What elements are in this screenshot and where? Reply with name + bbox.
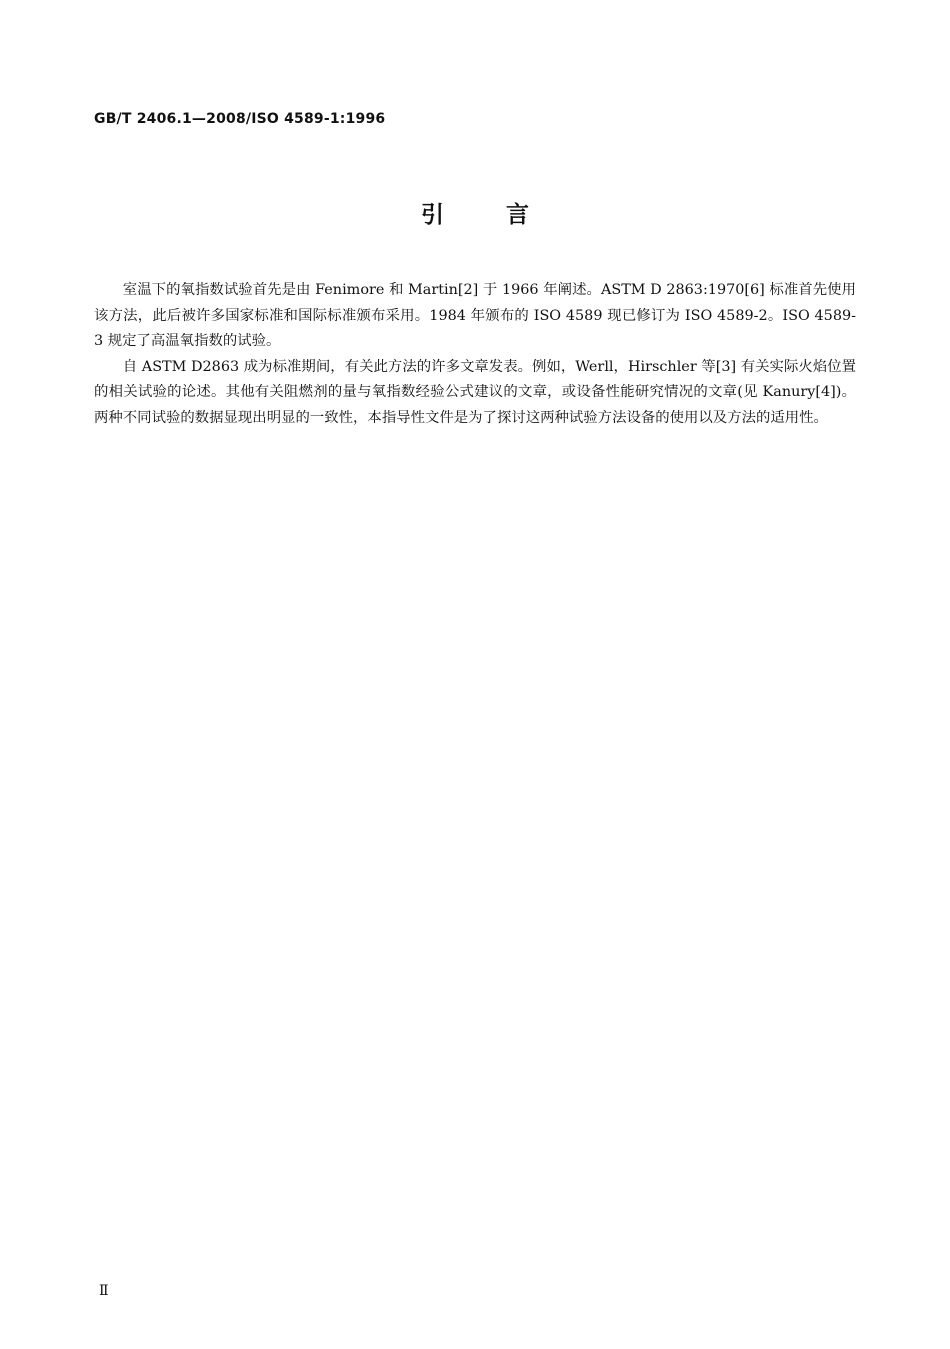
paragraph-history: 室温下的氧指数试验首先是由 Fenimore 和 Martin[2] 于 1966 年阐述。ASTM D 2863:1970[6] 标准首先使用该方法，此后被许多国家标准和国际标准颁布采用。1984 年颁布的 ISO 4589 现已修订为 ISO 4589-2。ISO 4589-3 规定了高温氧指数的试验。 <box>94 282 856 349</box>
standard-code-header: GB/T 2406.1—2008/ISO 4589-1:1996 <box>94 111 386 127</box>
section-title: 引言 <box>421 202 591 228</box>
introduction-body <box>94 278 856 431</box>
paragraph-literature: 自 ASTM D2863 成为标准期间，有关此方法的许多文章发表。例如，Werll，Hirschler 等[3] 有关实际火焰位置的相关试验的论述。其他有关阻燃剂的量与氧指数经验公式建议的文章，或设备性能研究情况的文章(见 Kanury[4])。两种不同试验的数据显现出明显的一致性，本指导性文件是为了探讨这两种试验方法设备的使用以及方法的适用性。 <box>94 358 856 426</box>
page-number: Ⅱ <box>99 1283 109 1299</box>
